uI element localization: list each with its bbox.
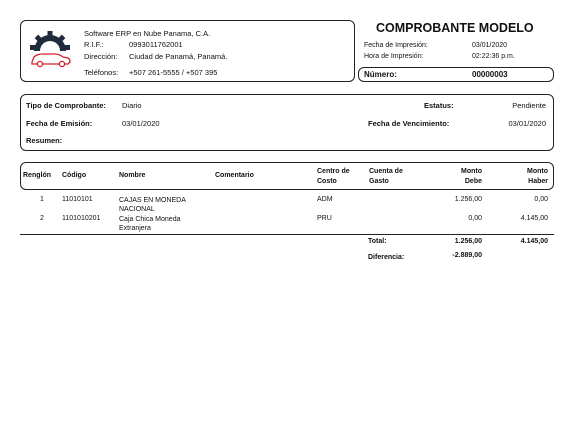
col-header-code: Código: [62, 172, 87, 179]
print-time-value: 02:22:36 p.m.: [472, 53, 515, 60]
due-date-value: 03/01/2020: [508, 119, 546, 128]
print-date-label: Fecha de Impresión:: [364, 42, 428, 49]
table-row-2-name: Caja Chica Moneda Extranjera: [119, 216, 181, 232]
car-icon: [32, 54, 70, 67]
total-label: Total:: [368, 238, 387, 245]
col-header-comment: Comentario: [215, 172, 254, 179]
company-name: Software ERP en Nube Panama, C.A.: [84, 29, 211, 38]
col-header-expense-account: Cuenta de Gasto: [369, 168, 403, 185]
table-bottom-rule: [20, 234, 554, 235]
table-row-1-credit: 0,00: [534, 196, 548, 203]
table-row-2-credit: 4.145,00: [520, 215, 548, 222]
col-header-cost-center: Centro de Costo: [317, 168, 350, 185]
voucher-number-value: 00000003: [472, 70, 508, 79]
rif-value: 0993011762001: [129, 40, 183, 49]
table-row-1-code: 11010101: [62, 196, 93, 203]
table-row-2-cost-center: PRU: [317, 215, 332, 222]
voucher-title: COMPROBANTE MODELO: [376, 21, 534, 35]
summary-label: Resumen:: [26, 136, 63, 145]
col-header-line: Renglón: [23, 172, 51, 179]
col-header-name: Nombre: [119, 172, 146, 179]
table-row-1-name: CAJAS EN MONEDA NACIONAL: [119, 197, 186, 213]
table-row-1-line: 1: [40, 196, 44, 203]
rif-label: R.I.F.:: [84, 40, 104, 49]
voucher-number-label: Número:: [364, 70, 397, 79]
status-value: Pendiente: [512, 101, 546, 110]
status-label: Estatus:: [424, 101, 454, 110]
issue-date-value: 03/01/2020: [122, 119, 160, 128]
company-logo: [27, 29, 73, 71]
difference-value: -2.889,00: [452, 252, 482, 259]
col-header-credit: Monto Haber: [527, 168, 548, 185]
total-credit: 4.145,00: [520, 238, 548, 245]
voucher-type-label: Tipo de Comprobante:: [26, 101, 106, 110]
due-date-label: Fecha de Vencimiento:: [368, 119, 450, 128]
table-row-2-line: 2: [40, 215, 44, 222]
voucher-type-value: Diario: [122, 101, 142, 110]
table-row-2-debit: 0,00: [468, 215, 482, 222]
col-header-debit: Monto Debe: [461, 168, 482, 185]
table-row-1-cost-center: ADM: [317, 196, 333, 203]
table-row-2-code: 1101010201: [62, 215, 101, 222]
total-debit: 1.256,00: [454, 238, 482, 245]
table-row-1-debit: 1.256,00: [454, 196, 482, 203]
address-label: Dirección:: [84, 52, 118, 61]
print-time-label: Hora de Impresión:: [364, 53, 424, 60]
phone-label: Teléfonos:: [84, 68, 119, 77]
gear-icon: [30, 31, 70, 51]
difference-label: Diferencia:: [368, 254, 405, 261]
issue-date-label: Fecha de Emisión:: [26, 119, 93, 128]
print-date-value: 03/01/2020: [472, 42, 508, 49]
address-value: Ciudad de Panamá, Panamá.: [129, 52, 228, 61]
phone-value: +507 261-5555 / +507 395: [129, 68, 218, 77]
